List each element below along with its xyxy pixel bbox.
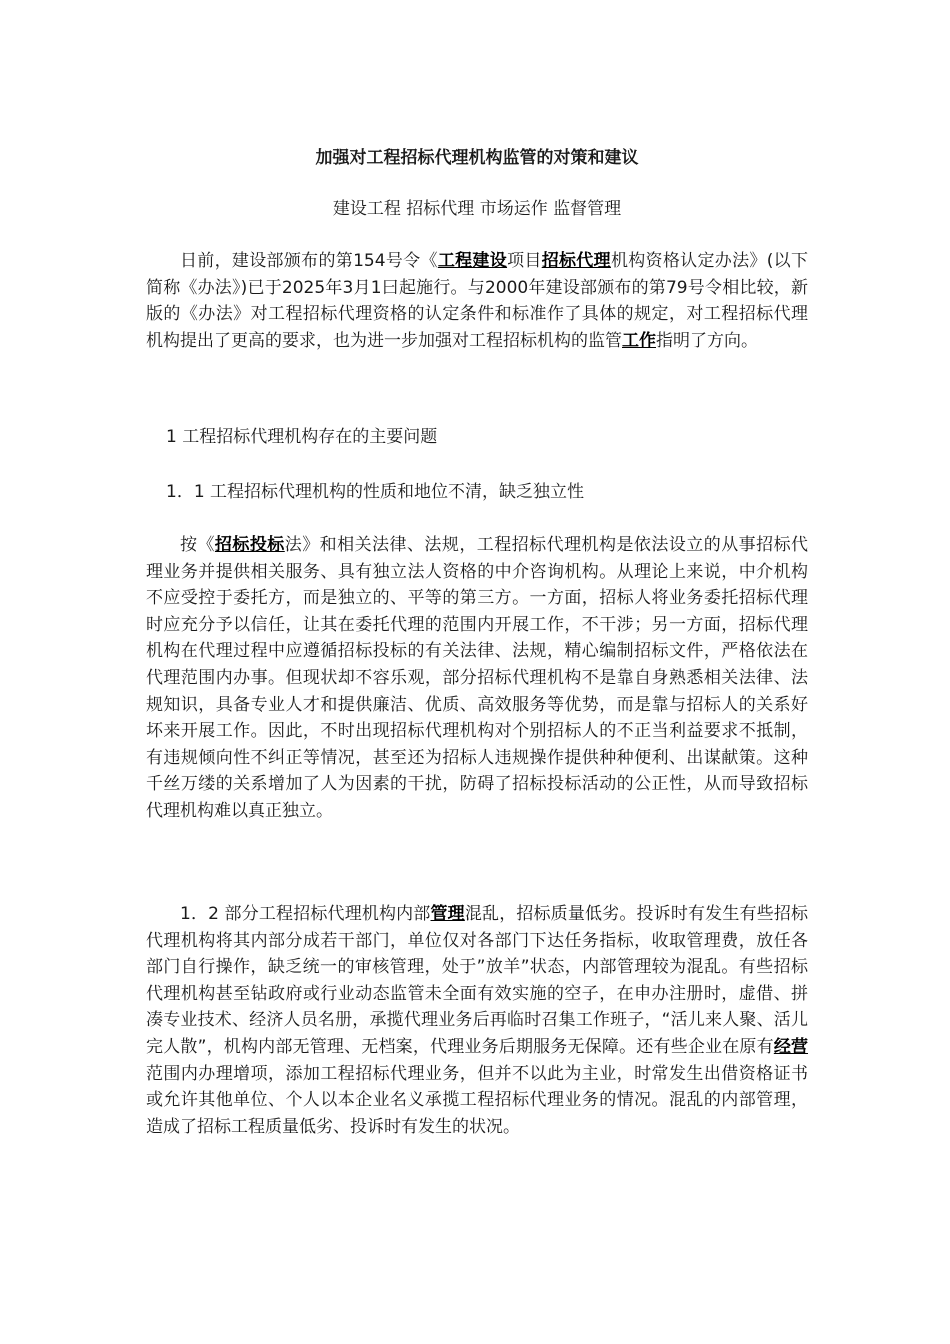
intro-paragraph bbox=[146, 248, 808, 354]
section-1-1-paragraph bbox=[146, 532, 808, 825]
document-keywords: 建设工程 招标代理 市场运作 监督管理 bbox=[332, 199, 622, 219]
section-1-2-paragraph bbox=[146, 901, 808, 1140]
paragraph-text: 混乱，招标质量低劣。投诉时有发生有些招标代理机构将其内部分成若干部门，单位仅对各部门下达任务指标，收取管理费，放任各部门自行操作，缺乏统一的审核管理，处于”放羊”状态，内部管理较为混乱。有些招标代理机构甚至钻政府或行业动态监管未全面有效实施的空子，在申办注册时，虚借、拼凑专业技术、经济人员名册，承揽代理业务后再临时召集工作班子，“活儿来人聚、活儿完人散”，机构内部无管理、无档案，代理业务后期服务无保障。还有些企业在原有 bbox=[146, 904, 809, 1057]
link-operation[interactable]: 经营 bbox=[773, 1036, 809, 1057]
paragraph-text: 法》和相关法律、法规，工程招标代理机构是依法设立的从事招标代理业务并提供相关服务、具有独立法人资格的中介咨询机构。从理论上来说，中介机构不应受控于委托方，而是独立的、平等的第三方。一方面，招标人将业务委托招标代理时应充分予以信任，让其在委托代理的范围内开展工作，不干涉；另一方面，招标代理机构在代理过程中应遵循招标投标的有关法律、法规，精心编制招标文件，严格依法在代理范围内办事。但现状却不容乐观，部分招标代理机构不是靠自身熟悉相关法律、法规知识，具备专业人才和提供廉洁、优质、高效服务等优势，而是靠与招标人的关系好坏来开展工作。因此，不时出现招标代理机构对个别招标人的不正当利益要求不抵制，有违规倾向性不纠正等情况，甚至还为招标人违规操作提供种种便利、出谋献策。这种千丝万缕的关系增加了人为因素的干扰，防碍了招标投标活动的公正性，从而导致招标代理机构难以真正独立。 bbox=[146, 535, 809, 821]
paragraph-text: 日前，建设部颁布的第154号令《 bbox=[180, 251, 438, 271]
link-work[interactable]: 工作 bbox=[622, 330, 656, 351]
document-title: 加强对工程招标代理机构监管的对策和建议 bbox=[315, 148, 639, 168]
paragraph-text: 按《 bbox=[180, 535, 215, 555]
section-heading-1: 1 工程招标代理机构存在的主要问题 bbox=[166, 427, 438, 447]
section-heading-1-1: 1．1 工程招标代理机构的性质和地位不清，缺乏独立性 bbox=[166, 482, 585, 502]
paragraph-text: 项目 bbox=[507, 251, 542, 271]
paragraph-text: 1．2 部分工程招标代理机构内部 bbox=[180, 904, 431, 924]
link-bidding-law[interactable]: 招标投标 bbox=[214, 535, 285, 555]
paragraph-text: 机构资格认定办法》(以下简称《办法》)已于2025年3月1曰起施行。与2000年建设部颁布的第79号令相比较，新版的《办法》对工程招标代理资格的认定条件和标准作了具体的规定，对工程招标代理机构提出了更高的要求，也为进一步加强对工程招标机构的监管 bbox=[146, 251, 808, 351]
paragraph-text: 指明了方向。 bbox=[656, 330, 758, 351]
link-engineering-construction[interactable]: 工程建设 bbox=[437, 251, 508, 271]
paragraph-text: 范围内办理增项，添加工程招标代理业务，但并不以此为主业，时常发生出借资格证书或允许其他单位、个人以本企业名义承揽工程招标代理业务的情况。混乱的内部管理，造成了招标工程质量低劣、投诉时有发生的状况。 bbox=[146, 1063, 808, 1137]
link-management[interactable]: 管理 bbox=[430, 904, 465, 924]
link-bidding-agency[interactable]: 招标代理 bbox=[541, 251, 611, 271]
